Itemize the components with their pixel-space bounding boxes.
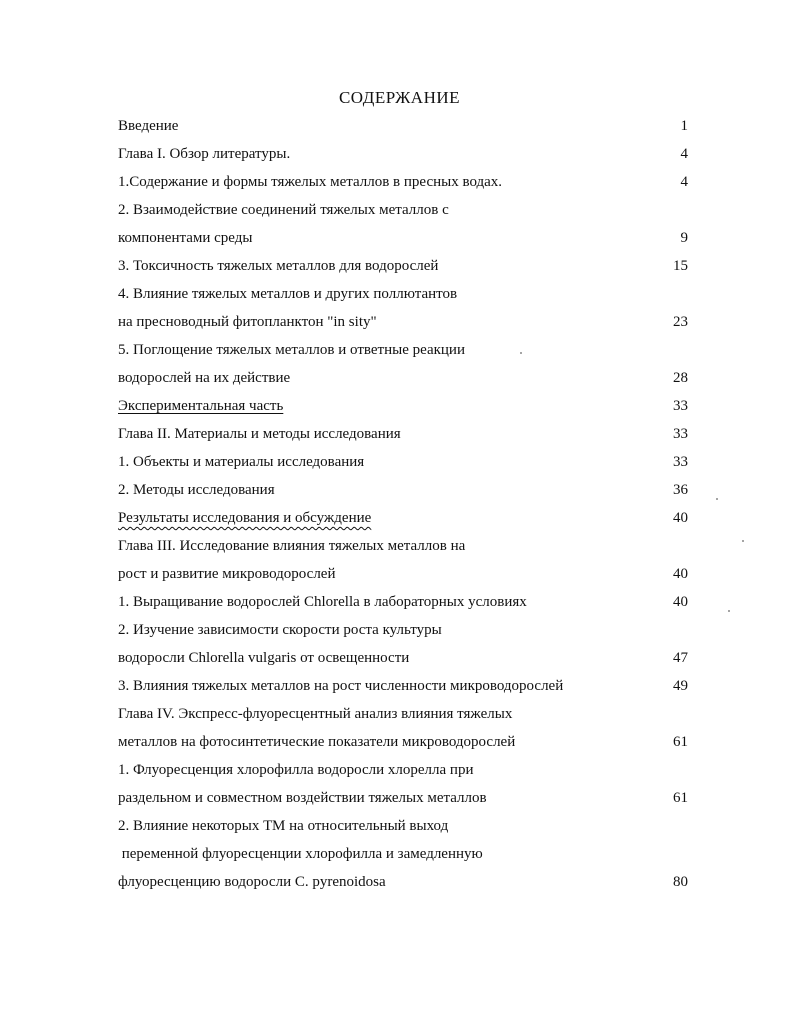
toc-entry-text: Глава IV. Экспресс-флуоресцентный анализ влияния тяжелых [118,706,513,722]
toc-entry-page: 80 [673,874,688,890]
toc-entry-page: 1 [680,118,688,134]
toc-entry-text: 1.Содержание и формы тяжелых металлов в пресных водах. [118,174,503,190]
toc-entry-page: 28 [673,370,688,386]
toc-entry-text: на пресноводный фитопланктон "in sity" [118,314,377,330]
toc-entry [118,562,688,586]
toc-entry [118,254,688,278]
page-title: СОДЕРЖАНИЕ [338,88,461,107]
toc-entry-page: 61 [673,790,688,806]
toc-entry [118,814,688,838]
toc-entry [118,618,688,642]
toc-entry-page: 4 [680,174,688,190]
toc-entry [118,142,688,166]
toc-entry [118,282,688,306]
toc-entry-text: 3. Токсичность тяжелых металлов для водорослей [118,258,439,274]
toc-entry-page: 33 [673,426,688,442]
toc-entry [118,450,688,474]
toc-entry-text: Глава II. Материалы и методы исследования [118,426,401,442]
toc-entry [118,478,688,502]
toc-entry [118,786,688,810]
toc-entry [118,198,688,222]
toc-entry-page: 49 [673,678,688,694]
toc-entry-text: 1. Выращивание водорослей Chlorella в лабораторных условиях [118,594,527,610]
toc-entry [118,590,688,614]
toc-entry-text: 3. Влияния тяжелых металлов на рост численности микроводорослей [118,678,564,694]
toc-entry-text: 5. Поглощение тяжелых металлов и ответные реакции [118,342,465,358]
toc-entry-text: Глава III. Исследование влияния тяжелых металлов на [118,538,466,554]
toc-entry-page: 61 [673,734,688,750]
toc-entry [118,366,688,390]
toc-entry-text: 4. Влияние тяжелых металлов и других поллютантов [118,286,458,302]
toc-entry [118,114,688,138]
toc-entry-page: 40 [673,566,688,582]
toc-entry [118,534,688,558]
toc-entry-text: металлов на фотосинтетические показатели микроводорослей [118,734,516,750]
toc-entry-text: водоросли Chlorella vulgaris от освещенности [118,650,410,666]
toc-entry-page: 15 [673,258,688,274]
toc-entry-text: 2. Взаимодействие соединений тяжелых металлов с [118,202,449,218]
toc-entry-text: компонентами среды [118,230,253,246]
toc-entry [118,310,688,334]
toc-entry [118,870,688,894]
scan-speck [520,352,522,354]
toc-entry-text: переменной флуоресценции хлорофилла и замедленную [118,846,483,862]
toc-entry-text: Глава I. Обзор литературы. [118,146,291,162]
toc-entry-page: 36 [673,482,688,498]
toc-section-heading [118,506,688,530]
toc-entry-page: 40 [673,594,688,610]
scan-speck [716,498,718,500]
toc-section-heading [118,394,688,418]
toc-entry-page: 47 [673,650,688,666]
toc-entry-text: 1. Объекты и материалы исследования [118,454,365,470]
toc-entry-page: 40 [673,510,688,526]
toc-entry-page: 4 [680,146,688,162]
toc-entry-text: раздельном и совместном воздействии тяжелых металлов [118,790,487,806]
toc-entry-text: рост и развитие микроводорослей [118,566,336,582]
toc-entry [118,338,688,362]
toc-entry [118,758,688,782]
toc-entry-text: 1. Флуоресценция хлорофилла водоросли хлорелла при [118,762,474,778]
toc-entry-text: 2. Изучение зависимости скорости роста культуры [118,622,442,638]
toc-entry-page: 23 [673,314,688,330]
toc-entry-text: Введение [118,118,179,134]
toc-entry [118,422,688,446]
toc-entry-text: 2. Методы исследования [118,482,275,498]
scan-speck [742,540,744,542]
toc-entry-text: водорослей на их действие [118,370,291,386]
toc-entry [118,674,688,698]
toc-entry [118,646,688,670]
toc-entry-page: 33 [673,454,688,470]
toc-entry [118,702,688,726]
toc-entry [118,842,688,866]
toc-entry-page: 9 [680,230,688,246]
toc-entry [118,730,688,754]
toc-entry-page: 33 [673,398,688,414]
toc-entry-text: 2. Влияние некоторых ТМ на относительный выход [118,818,449,834]
scan-speck [728,610,730,612]
toc-entry-text: Экспериментальная часть [118,398,284,414]
toc-entry-text: Результаты исследования и обсуждение [118,510,372,526]
toc-entry-text: флуоресценцию водоросли C. pyrenoidosa [118,874,386,890]
toc-entry [118,226,688,250]
toc-entry [118,170,688,194]
